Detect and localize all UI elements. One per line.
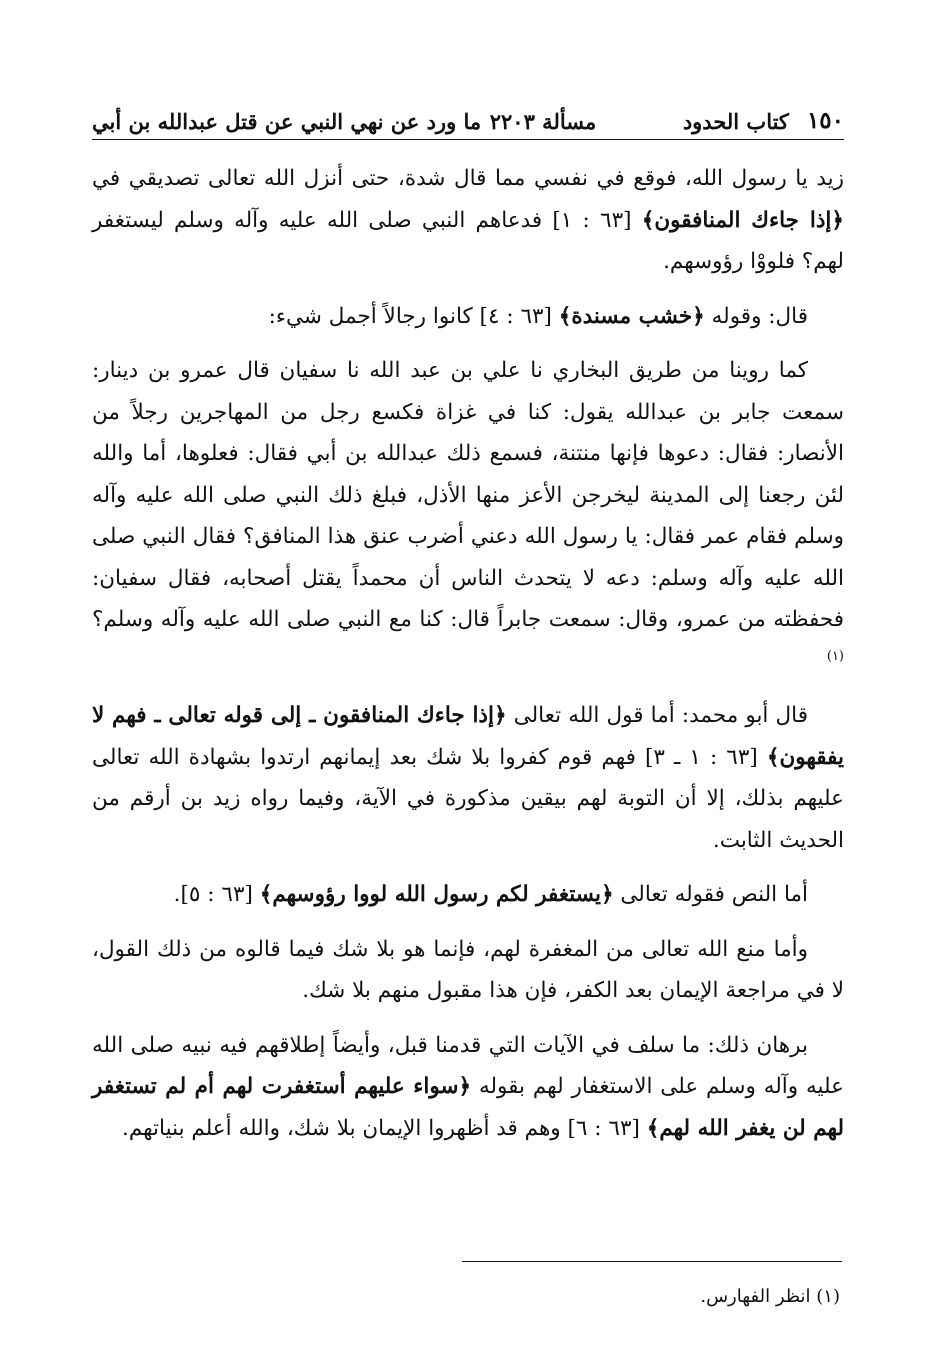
header-rule [92, 139, 844, 140]
text-run: [٦٣ : ٤] كانوا رجالاً أجمل شيء: [268, 303, 559, 329]
issue-number: مسألة ٢٢٠٣ [489, 109, 597, 134]
text-run: قال أبو محمد: أما قول الله تعالى [506, 703, 808, 728]
footnote-ref[interactable]: (١) [826, 648, 844, 664]
text-run: قال: وقوله [704, 303, 808, 329]
book-title: كتاب الحدود [682, 109, 789, 134]
quran-quote: ﴿إذا جاءك المنافقون﴾ [641, 207, 844, 233]
text-run: [٦٣ : ٥]. [173, 882, 260, 907]
quran-quote: ﴿يستغفر لكم رسول الله لووا رؤوسهم﴾ [259, 882, 614, 907]
paragraph-2 [92, 296, 844, 338]
hadith-text: كما روينا من طريق البخاري نا علي بن عبد الله نا سفيان قال عمرو بن دينار: سمعت جابر بن عبدالله يقول: كنا في غزاة فكسع رجل من المهاجرين رجلاً من الأنصار: فقال: دعوها فإنها منتنة، فسمع ذلك عبدالله بن أبي فقال: فعلوها، أما والله لئن رجعنا إلى المدينة ليخرجن الأعز منها الأذل، فبلغ ذلك النبي صلى الله عليه وآله وسلم فقام عمر فقال: يا رسول الله دعني أضرب عنق هذا المنافق؟ فقال النبي صلى الله عليه وآله وسلم: دعه لا يتحدث الناس أن محمداً يقتل أصحابه، فقال سفيان: فحفظته من عمرو، وقال: سمعت جابراً قال: كنا مع النبي صلى الله عليه وآله وسلم؟ [92, 358, 844, 632]
footnote-rule [462, 1261, 842, 1262]
running-header [92, 90, 844, 132]
paragraph-4 [92, 695, 844, 861]
text-run: [٦٣ : ٦] وهم قد أظهروا الإيمان بلا شك، والله أعلم بنياتهم. [122, 1115, 647, 1141]
quran-quote: ﴿إذا جاءك المنافقون ـ إلى قوله تعالى ـ فهم لا يفقهون﴾ [92, 703, 844, 770]
paragraph-5 [92, 874, 844, 916]
quran-quote: ﴿سواء عليهم أستغفرت لهم أم لم تستغفر لهم لن يغفر الله لهم﴾ [92, 1074, 844, 1141]
paragraph-3 [92, 350, 844, 682]
text-run: أما النص فقوله تعالى [613, 882, 808, 907]
paragraph-7 [92, 1025, 844, 1150]
paragraph-1 [92, 158, 844, 283]
text-run: [٦٣ : ١] فدعاهم النبي صلى الله عليه وآله وسلم ليستغفر لهم؟ فلووْا رؤوسهم. [92, 207, 844, 274]
text-run: [٦٣ : ١ ـ ٣] فهم قوم كفروا بلا شك بعد إيمانهم ارتدوا بشهادة الله تعالى عليهم بذلك، إلا أن التوبة لهم بيقين مذكورة في الآية، وفيما رواه زيد بن أرقم من الحديث الثابت. [92, 744, 844, 853]
header-right [683, 109, 844, 132]
text-run: زيد يا رسول الله، فوقع في نفسي مما قال شدة، حتى أنزل الله تعالى تصديقي في [92, 166, 844, 191]
quran-quote: ﴿خشب مسندة﴾ [558, 303, 705, 329]
footnote: (١) انظر الفهارس. [700, 1286, 840, 1307]
paragraph-6: وأما منع الله تعالى من المغفرة لهم، فإنما هو بلا شك فيما قالوه من ذلك القول، لا في مراجعة الإيمان بعد الكفر، فإن هذا مقبول منهم بلا شك. [92, 936, 844, 1003]
main-text [92, 158, 844, 1162]
chapter-topic: ما ورد عن نهي النبي عن قتل عبدالله بن أبي [92, 109, 482, 134]
text-run: برهان ذلك: ما سلف في الآيات التي قدمنا قبل، وأيضاً إطلاقهم فيه نبيه صلى الله عليه وآله وسلم على الاستغفار لهم بقوله [92, 1032, 844, 1099]
page-number: ١٥٠ [806, 107, 844, 134]
